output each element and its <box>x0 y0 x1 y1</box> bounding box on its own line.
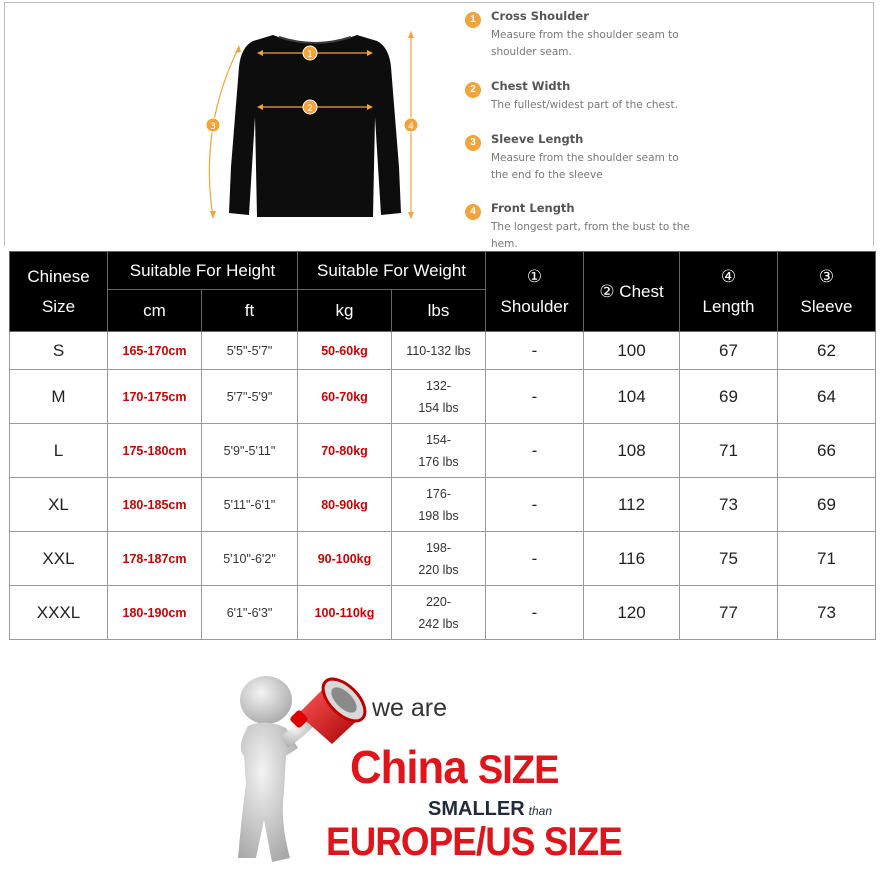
header-sleeve: ③ Sleeve <box>778 252 876 332</box>
size-chart-table <box>9 251 876 640</box>
legend-number: 3 <box>465 135 481 151</box>
legend-number: 1 <box>465 12 481 28</box>
size-cell: XXXL <box>10 586 108 640</box>
weight-lbs-cell: 110-132 lbs <box>392 332 486 370</box>
height-ft-cell: 5'11"-6'1" <box>202 478 298 532</box>
table-row <box>10 532 876 586</box>
shoulder-cell: - <box>486 586 584 640</box>
weight-kg-cell: 80-90kg <box>298 478 392 532</box>
header-kg: kg <box>298 290 392 332</box>
shoulder-cell: - <box>486 370 584 424</box>
sleeve-cell: 71 <box>778 532 876 586</box>
sleeve-cell: 73 <box>778 586 876 640</box>
legend-description: Measure from the shoulder seam to shoulder seam. <box>491 29 679 58</box>
chest-cell: 120 <box>584 586 680 640</box>
shoulder-cell: - <box>486 424 584 478</box>
weight-lbs-cell: 176- 198 lbs <box>392 478 486 532</box>
height-cm-cell: 170-175cm <box>108 370 202 424</box>
legend-title: Front Length <box>491 201 575 215</box>
weight-kg-cell: 60-70kg <box>298 370 392 424</box>
height-cm-cell: 180-185cm <box>108 478 202 532</box>
length-cell: 67 <box>680 332 778 370</box>
chest-cell: 104 <box>584 370 680 424</box>
header-cm: cm <box>108 290 202 332</box>
length-cell: 77 <box>680 586 778 640</box>
weight-kg-cell: 100-110kg <box>298 586 392 640</box>
legend-description: The longest part, from the bust to the hem. <box>491 221 690 250</box>
we-are-text: we are <box>372 694 448 722</box>
legend-description: Measure from the shoulder seam to the end fo the sleeve <box>491 152 679 181</box>
sleeve-cell: 64 <box>778 370 876 424</box>
table-row <box>10 332 876 370</box>
legend-number: 4 <box>465 204 481 220</box>
sleeve-cell: 69 <box>778 478 876 532</box>
chest-cell: 116 <box>584 532 680 586</box>
marker-1: 1 <box>307 50 313 60</box>
size-cell: XXL <box>10 532 108 586</box>
header-weight: Suitable For Weight <box>298 252 486 290</box>
shoulder-cell: - <box>486 332 584 370</box>
sleeve-cell: 66 <box>778 424 876 478</box>
header-length: ④ Length <box>680 252 778 332</box>
legend-description: The fullest/widest part of the chest. <box>491 99 678 111</box>
header-chest: ② Chest <box>584 252 680 332</box>
height-cm-cell: 178-187cm <box>108 532 202 586</box>
table-row <box>10 424 876 478</box>
height-ft-cell: 5'5"-5'7" <box>202 332 298 370</box>
sleeve-cell: 62 <box>778 332 876 370</box>
marker-3: 3 <box>210 122 216 132</box>
weight-kg-cell: 90-100kg <box>298 532 392 586</box>
table-row <box>10 370 876 424</box>
length-cell: 73 <box>680 478 778 532</box>
legend-title: Sleeve Length <box>491 132 584 146</box>
weight-lbs-cell: 220- 242 lbs <box>392 586 486 640</box>
height-ft-cell: 5'10"-6'2" <box>202 532 298 586</box>
measurement-guide <box>4 2 874 250</box>
table-row <box>10 478 876 532</box>
height-cm-cell: 175-180cm <box>108 424 202 478</box>
header-chinese-size: Chinese Size <box>10 252 108 332</box>
europe-us-size-text: EUROPE/US SIZE <box>326 820 622 864</box>
length-cell: 71 <box>680 424 778 478</box>
header-lbs: lbs <box>392 290 486 332</box>
weight-kg-cell: 70-80kg <box>298 424 392 478</box>
chest-cell: 112 <box>584 478 680 532</box>
shoulder-cell: - <box>486 532 584 586</box>
marker-4: 4 <box>408 122 414 132</box>
table-row <box>10 586 876 640</box>
length-cell: 69 <box>680 370 778 424</box>
size-cell: L <box>10 424 108 478</box>
smaller-than-text: SMALLER than <box>428 798 553 820</box>
size-cell: S <box>10 332 108 370</box>
header-ft: ft <box>202 290 298 332</box>
weight-lbs-cell: 132- 154 lbs <box>392 370 486 424</box>
size-cell: M <box>10 370 108 424</box>
weight-lbs-cell: 198- 220 lbs <box>392 532 486 586</box>
marker-2: 2 <box>307 104 313 114</box>
tshirt-illustration <box>195 27 435 227</box>
china-size-banner <box>220 652 620 874</box>
legend-title: Cross Shoulder <box>491 9 589 23</box>
length-cell: 75 <box>680 532 778 586</box>
legend-title: Chest Width <box>491 79 571 93</box>
header-height: Suitable For Height <box>108 252 298 290</box>
weight-lbs-cell: 154- 176 lbs <box>392 424 486 478</box>
height-ft-cell: 5'9"-5'11" <box>202 424 298 478</box>
chest-cell: 100 <box>584 332 680 370</box>
height-cm-cell: 165-170cm <box>108 332 202 370</box>
shoulder-cell: - <box>486 478 584 532</box>
height-ft-cell: 6'1"-6'3" <box>202 586 298 640</box>
weight-kg-cell: 50-60kg <box>298 332 392 370</box>
china-size-heading: China SIZE <box>350 741 559 793</box>
size-cell: XL <box>10 478 108 532</box>
header-shoulder: ① Shoulder <box>486 252 584 332</box>
chest-cell: 108 <box>584 424 680 478</box>
height-ft-cell: 5'7"-5'9" <box>202 370 298 424</box>
legend-number: 2 <box>465 82 481 98</box>
height-cm-cell: 180-190cm <box>108 586 202 640</box>
